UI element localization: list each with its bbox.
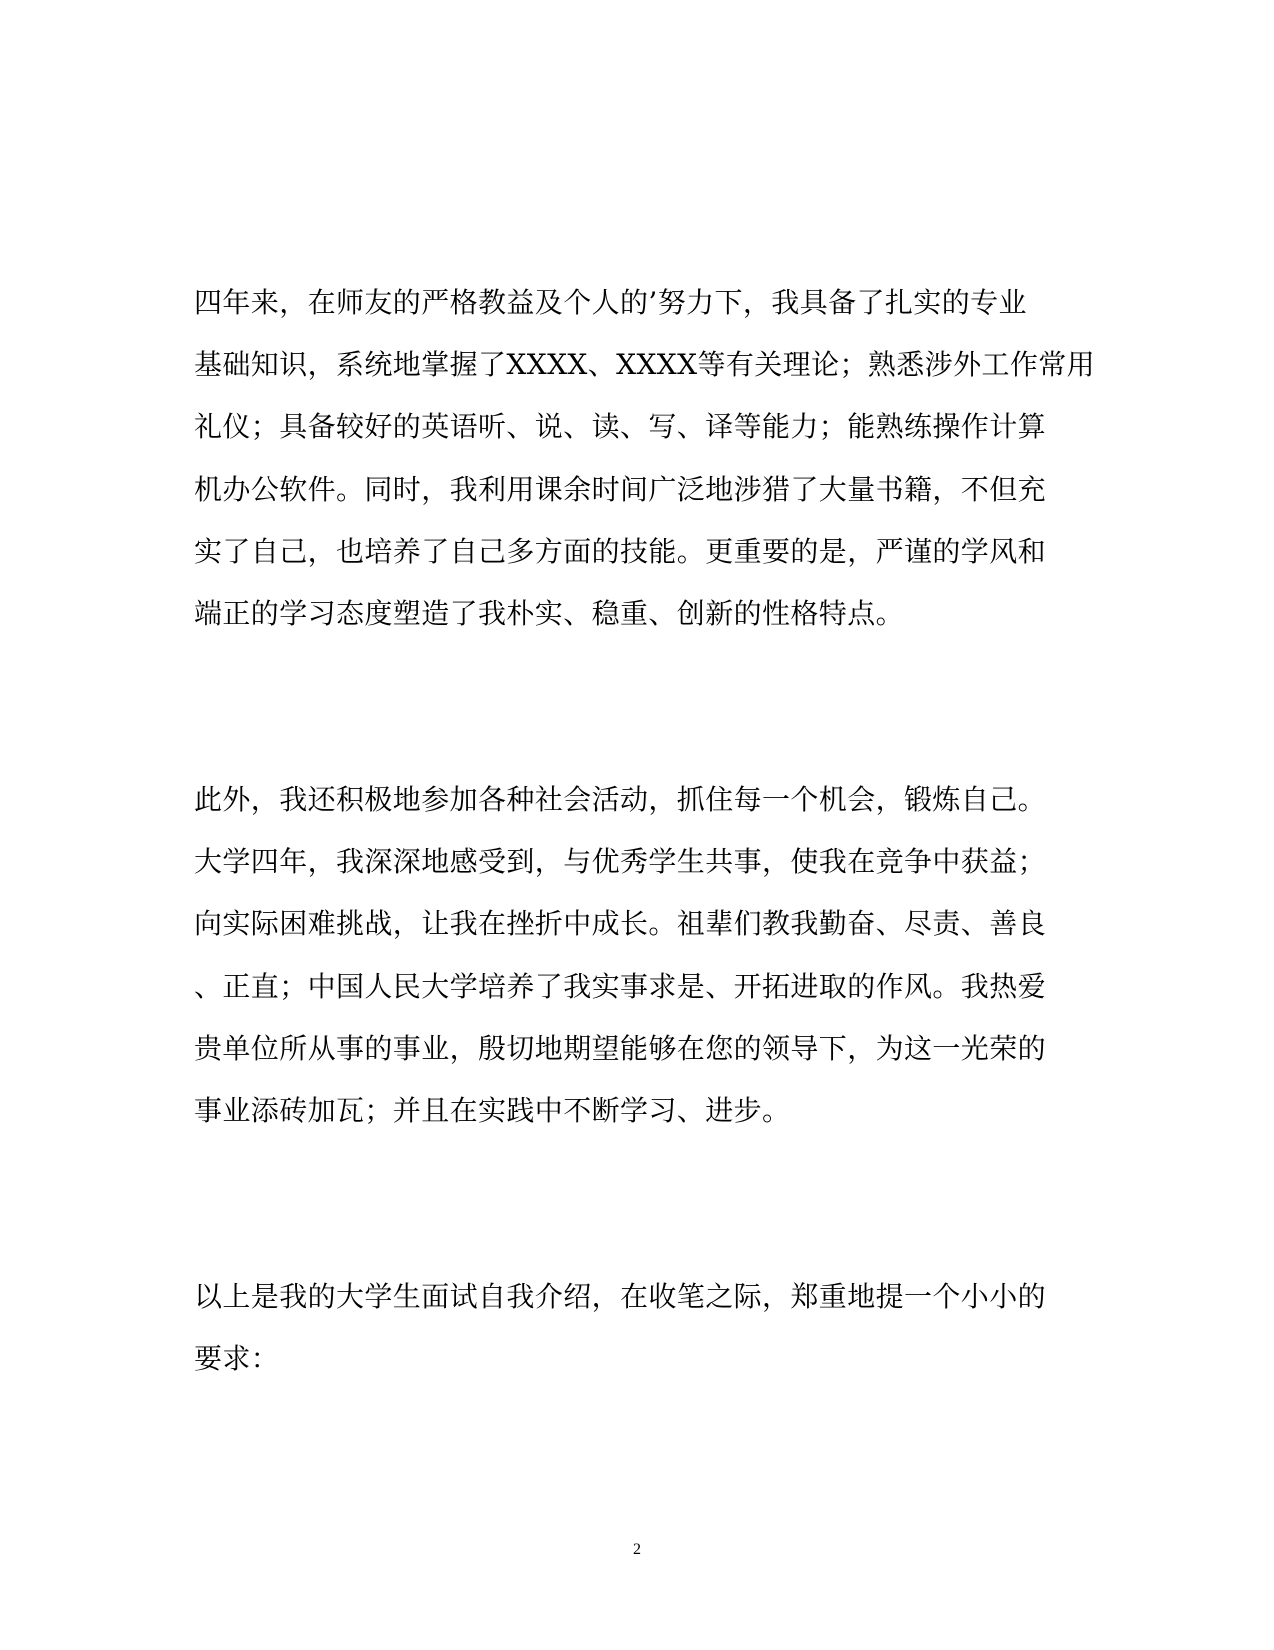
text-line: 此外，我还积极地参加各种社会活动，抓住每一个机会，锻炼自己。 bbox=[194, 783, 1047, 816]
text-line: 以上是我的大学生面试自我介绍，在收笔之际，郑重地提一个小小的 bbox=[194, 1280, 1047, 1313]
text-line: 端正的学习态度塑造了我朴实、稳重、创新的性格特点。 bbox=[194, 597, 905, 630]
text-line: 礼仪；具备较好的英语听、说、读、写、译等能力；能熟练操作计算 bbox=[194, 410, 1047, 443]
text-line: 事业添砖加瓦；并且在实践中不断学习、进步。 bbox=[194, 1094, 791, 1127]
text-line: 基础知识，系统地掌握了XXXX、XXXX等有关理论；熟悉涉外工作常用 bbox=[194, 348, 1096, 381]
text-line: 向实际困难挑战，让我在挫折中成长。祖辈们教我勤奋、尽责、善良 bbox=[194, 907, 1047, 940]
text-line: 贵单位所从事的事业，殷切地期望能够在您的领导下，为这一光荣的 bbox=[194, 1032, 1047, 1065]
text-line: 大学四年，我深深地感受到，与优秀学生共事，使我在竞争中获益； bbox=[194, 845, 1047, 878]
text-line: 四年来，在师友的严格教益及个人的’努力下，我具备了扎实的专业 bbox=[194, 286, 1027, 319]
page-number: 2 bbox=[633, 1541, 641, 1558]
text-line: 要求： bbox=[194, 1342, 280, 1375]
text-line: 机办公软件。同时，我利用课余时间广泛地涉猎了大量书籍，不但充 bbox=[194, 473, 1047, 506]
text-line: 实了自己，也培养了自己多方面的技能。更重要的是，严谨的学风和 bbox=[194, 535, 1047, 568]
text-line: 、正直；中国人民大学培养了我实事求是、开拓进取的作风。我热爱 bbox=[194, 970, 1047, 1003]
